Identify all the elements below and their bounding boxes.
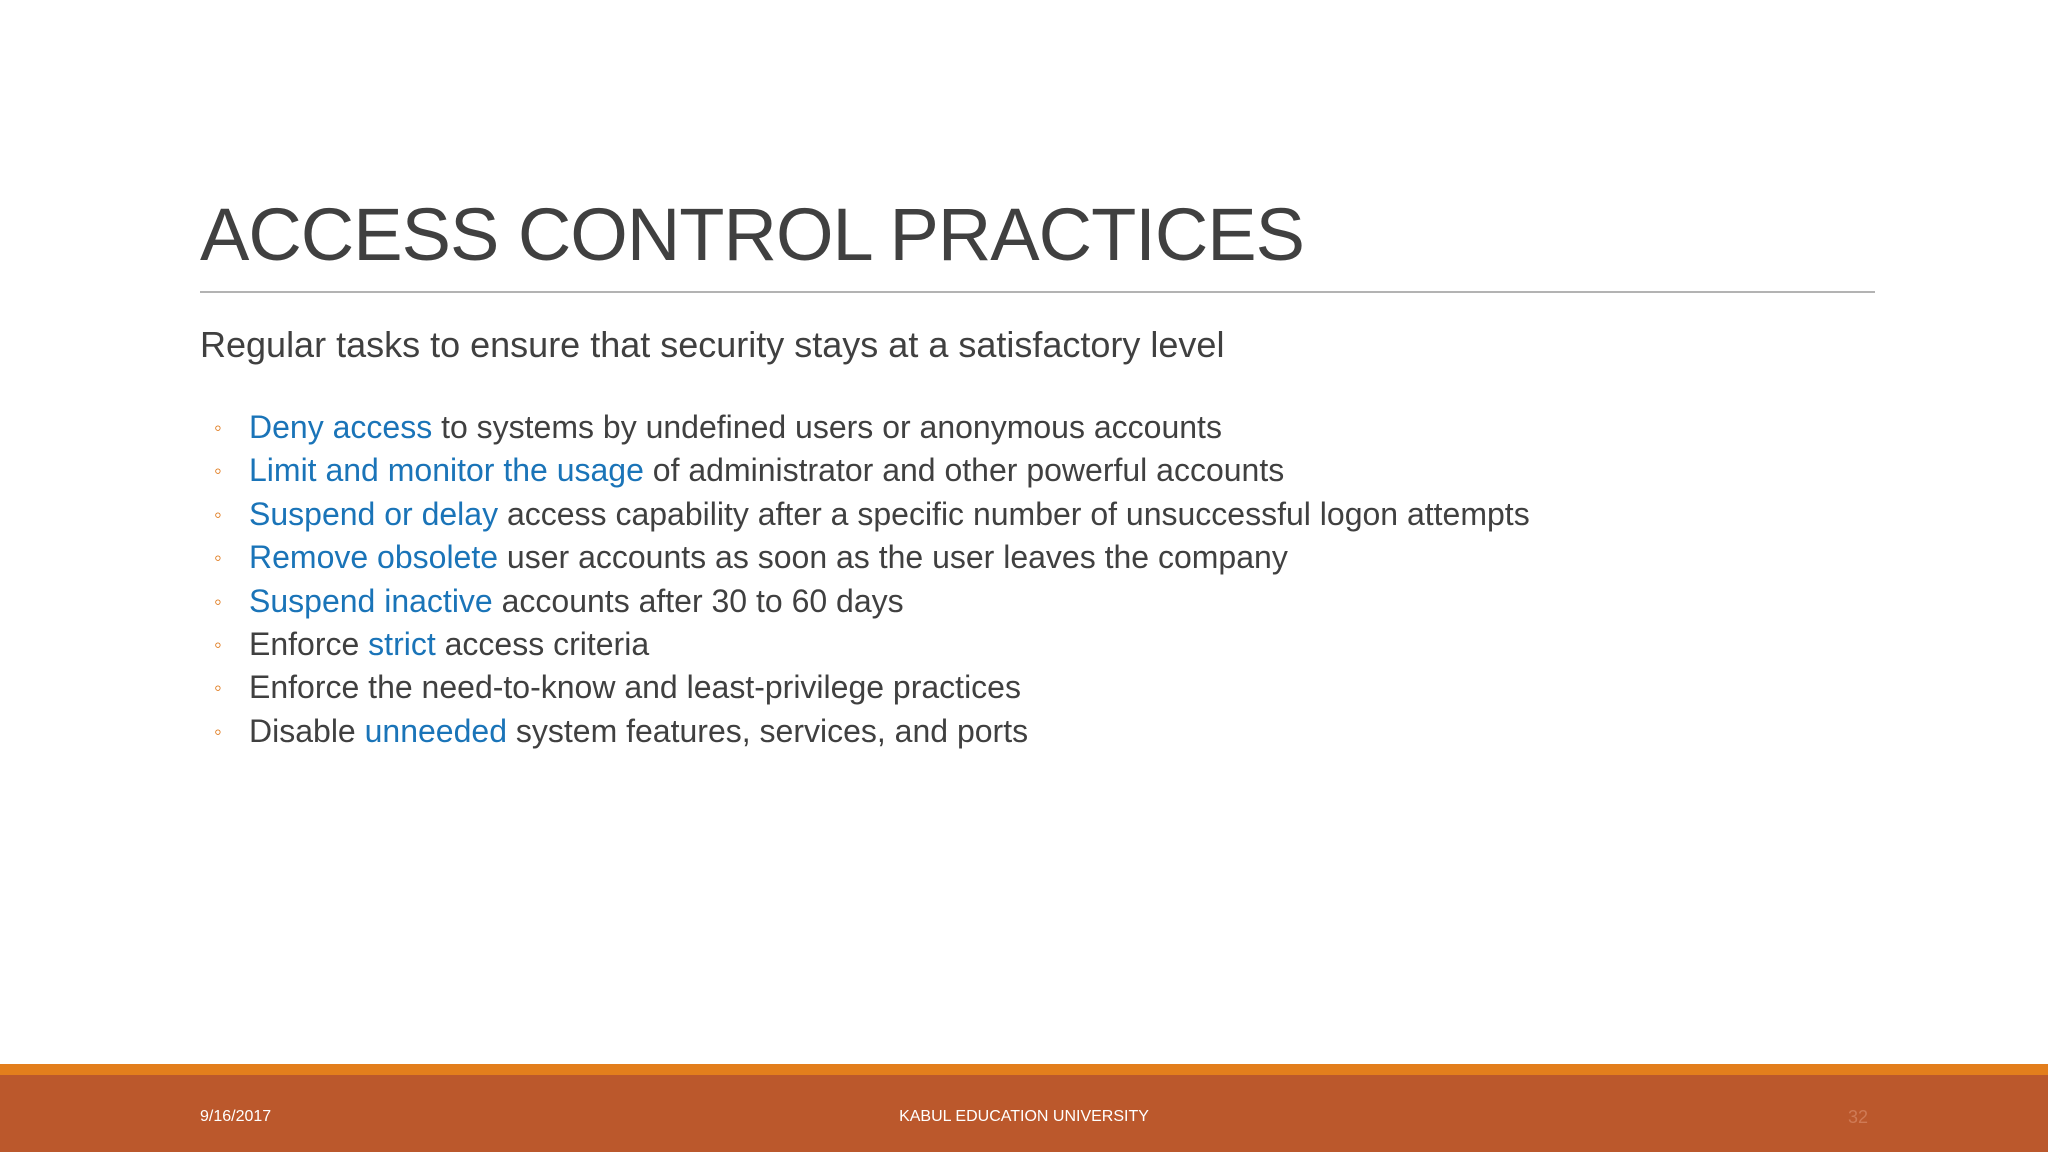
bullet-item bbox=[214, 666, 1530, 709]
footer-date: 9/16/2017 bbox=[200, 1108, 272, 1125]
bullet-circle-icon: ◦ bbox=[214, 588, 222, 614]
bullet-item bbox=[214, 406, 1530, 449]
bullet-highlight: strict bbox=[368, 625, 436, 662]
bullet-highlight: Suspend inactive bbox=[249, 582, 493, 619]
bullet-text: accounts after 30 to 60 days bbox=[492, 582, 904, 619]
bullet-circle-icon: ◦ bbox=[214, 415, 222, 440]
bullet-circle-icon: ◦ bbox=[214, 501, 222, 527]
bullet-highlight: unneeded bbox=[364, 712, 507, 749]
bullet-prefix: Enforce bbox=[249, 625, 369, 662]
footer-organization: KABUL EDUCATION UNIVERSITY bbox=[899, 1108, 1149, 1125]
bullet-circle-icon: ◦ bbox=[214, 675, 222, 701]
bullet-item bbox=[214, 536, 1530, 579]
bullet-highlight: Deny access bbox=[249, 409, 433, 445]
bullet-item bbox=[214, 623, 1530, 666]
bullet-text: system features, services, and ports bbox=[506, 712, 1029, 749]
slide-title: ACCESS CONTROL PRACTICES bbox=[200, 193, 1304, 276]
bullet-text: user accounts as soon as the user leaves the company bbox=[498, 539, 1288, 576]
slide-subtitle: Regular tasks to ensure that security stays at a satisfactory level bbox=[200, 324, 1225, 365]
bullet-text: access criteria bbox=[435, 625, 650, 662]
page-number: 32 bbox=[1847, 1107, 1868, 1127]
bullet-text: to systems by undefined users or anonymous accounts bbox=[432, 409, 1222, 445]
bullet-prefix: Disable bbox=[249, 712, 365, 749]
bullet-item bbox=[214, 710, 1530, 753]
bullet-highlight: Remove obsolete bbox=[249, 539, 499, 576]
bullet-item bbox=[214, 580, 1530, 623]
bullet-highlight: Limit and monitor the usage bbox=[249, 452, 644, 489]
bullet-circle-icon: ◦ bbox=[214, 458, 222, 484]
bullet-text: access capability after a specific number of unsuccessful logon attempts bbox=[498, 495, 1530, 532]
bullet-text: Enforce the need-to-know and least-privilege practices bbox=[249, 669, 1021, 706]
bullet-circle-icon: ◦ bbox=[214, 631, 222, 657]
title-divider bbox=[200, 291, 1875, 293]
bullet-text: of administrator and other powerful accounts bbox=[643, 452, 1285, 489]
bullet-item bbox=[214, 449, 1530, 492]
bullet-highlight: Suspend or delay bbox=[249, 495, 499, 532]
bullet-list bbox=[214, 406, 1530, 753]
footer-accent-stripe bbox=[0, 1064, 2048, 1075]
bullet-item bbox=[214, 493, 1530, 536]
bullet-circle-icon: ◦ bbox=[214, 718, 222, 744]
bullet-circle-icon: ◦ bbox=[214, 545, 222, 571]
